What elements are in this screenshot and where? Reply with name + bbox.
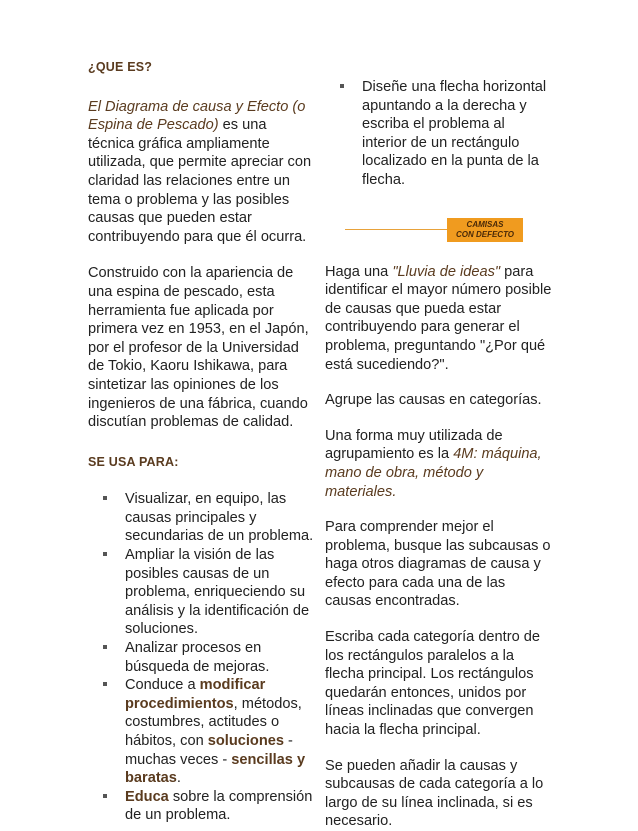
intro-text: es una técnica gráfica ampliamente utilizada, que permite apreciar con claridad las relaciones entre un tema o problema y las posibles causas que pueden estar contribuyendo para que él ocurra. xyxy=(88,117,312,245)
list-item xyxy=(88,490,316,546)
right-column xyxy=(325,78,553,831)
bullet-icon xyxy=(103,645,107,649)
brainstorm-paragraph xyxy=(325,263,553,375)
paragraph-text: para identificar el mayor número posible de causas que pueda estar contribuyendo para generar el problema, preguntando "¿Por qué está sucediendo?". xyxy=(325,263,552,373)
bullet-icon xyxy=(103,552,107,556)
italic-term: "Lluvia de ideas" xyxy=(392,263,501,280)
list-item xyxy=(325,78,553,190)
paragraph-text: Haga una xyxy=(325,263,393,280)
bullet-icon xyxy=(103,496,107,500)
heading-que-es: ¿QUE ES? xyxy=(88,60,153,74)
uses-list xyxy=(88,490,316,825)
paragraph-text: Una forma muy utilizada de agrupamiento es la xyxy=(325,427,503,463)
group-paragraph: Agrupe las causas en categorías. xyxy=(325,392,542,409)
heading-se-usa-para: SE USA PARA: xyxy=(88,454,179,469)
subcauses-paragraph: Para comprender mejor el problema, busque las subcausas o haga otros diagramas de causa y efecto para cada una de las causas encontradas. xyxy=(325,519,551,610)
list-item-text: Ampliar la visión de las posibles causas de un problema, enriqueciendo su análisis y la identificación de soluciones. xyxy=(125,547,310,638)
list-item-text: sobre la comprensión de un problema. xyxy=(125,788,313,824)
list-item-text: . xyxy=(176,770,181,787)
problem-box-line2: CON DEFECTO xyxy=(455,229,515,239)
list-item-text: Diseñe una flecha horizontal apuntando a la derecha y escriba el problema al interior de un rectángulo localizado en la punta de la flecha. xyxy=(362,79,547,188)
left-column xyxy=(88,58,316,825)
grouping-paragraph xyxy=(325,427,553,501)
categories-paragraph: Escriba cada categoría dentro de los rectángulos paralelos a la flecha principal. Los rectángulos quedarán entonces, unidos por líneas inclinadas que convergen hacia la flecha principal. xyxy=(325,629,540,739)
problem-box-line1: CAMISAS xyxy=(466,219,504,229)
italic-term: 4M: máquina, mano de obra, método y materiales. xyxy=(325,446,542,500)
problem-box xyxy=(447,218,523,242)
history-paragraph: Construido con la apariencia de una espina de pescado, esta herramienta fue aplicada por primera vez en 1953, en el Japón, por el profesor de la Universidad de Tokio, Kaoru Ishikawa, para sintetizar las opiniones de los ingenieros de una fábrica, cuando discutían problemas de calidad. xyxy=(88,265,309,431)
bullet-icon xyxy=(340,84,344,88)
intro-italic-term: El Diagrama de causa y Efecto (o Espina de Pescado) xyxy=(88,98,306,134)
list-item xyxy=(88,546,316,639)
steps-list xyxy=(325,78,553,190)
problem-arrow-figure xyxy=(325,210,553,250)
bold-term: Educa xyxy=(125,788,169,805)
list-item xyxy=(88,639,316,676)
list-item-text: Visualizar, en equipo, las causas principales y secundarias de un problema. xyxy=(125,491,314,545)
bold-term: soluciones xyxy=(207,733,284,749)
add-causes-paragraph: Se pueden añadir la causas y subcausas de cada categoría a lo largo de su línea inclinada, si es necesario. xyxy=(325,757,544,830)
list-item-text: Analizar procesos en búsqueda de mejoras. xyxy=(125,640,270,675)
list-item xyxy=(88,788,316,825)
intro-paragraph xyxy=(88,98,316,247)
bullet-icon xyxy=(103,794,107,798)
list-item-text: Conduce a xyxy=(125,677,200,694)
bullet-icon xyxy=(103,682,107,686)
list-item-text: - muchas veces - xyxy=(125,733,293,768)
list-item xyxy=(88,676,316,788)
bold-term: modificar procedimientos xyxy=(125,677,266,712)
list-item-text: , métodos, costumbres, actitudes o hábitos, con xyxy=(125,695,302,749)
bold-term: sencillas y baratas xyxy=(125,751,306,787)
